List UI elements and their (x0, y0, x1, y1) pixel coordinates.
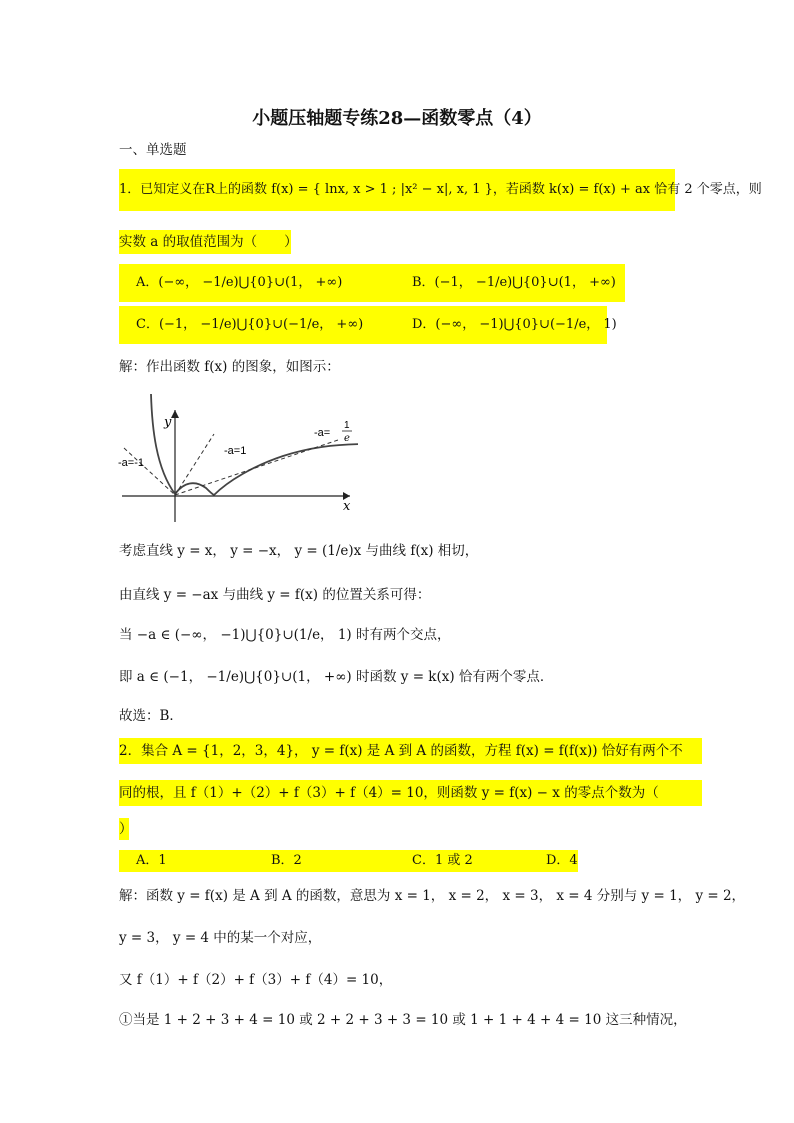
page-title: 小题压轴题专练28—函数零点（4） (252, 108, 542, 129)
sol2-line1: 解：函数 y = f(x) 是 A 到 A 的函数，意思为 x = 1， x = 2， x = 3， x = 4 分别与 y = 1， y = 2， (119, 888, 746, 904)
q1-stem-line2: 实数 a 的取值范围为（ ） (119, 234, 298, 250)
sol2-line3: 又 f（1）+ f（2）+ f（3）+ f（4）= 10， (119, 972, 393, 988)
q2-options-highlight (119, 850, 578, 872)
label-neg: -a=-1 (118, 457, 144, 469)
label-pos: -a=1 (224, 445, 247, 457)
q1-option-d[interactable]: D．(−∞， −1)⋃{0}∪(−1/e， 1) (412, 317, 617, 332)
sol2-line2: y = 3， y = 4 中的某一个对应， (119, 930, 322, 946)
q1-stem-line1: 1．已知定义在R上的函数 f(x) = { lnx, x > 1 ; |x² − x|, x, 1 }，若函数 k(x) = f(x) + ax 恰有 2 个零点，则 (119, 182, 762, 197)
sol1-line4: 当 −a ∈ (−∞， −1)⋃{0}∪(1/e， 1) 时有两个交点， (119, 627, 451, 643)
y-axis-label: y (164, 415, 172, 430)
tangent-line-pos (175, 434, 214, 495)
y-axis-arrow-icon (171, 410, 179, 418)
function-graph (118, 388, 358, 528)
q2-stem-line1: 2．集合 A = {1，2，3，4}， y = f(x) 是 A 到 A 的函数，方程 f(x) = f(f(x)) 恰好有两个不 (119, 743, 683, 759)
q2-option-a[interactable]: A．1 (136, 853, 167, 868)
sol1-answer: 故选：B． (119, 708, 183, 724)
q2-stem-line3: ） (119, 821, 133, 837)
q1-option-c[interactable]: C．(−1， −1/e)⋃{0}∪(−1/e， +∞) (136, 317, 364, 332)
q2-stem-line2: 同的根，且 f（1）+（2）+ f（3）+ f（4）= 10，则函数 y = f(x) − x 的零点个数为（ (119, 785, 659, 801)
sol1-line5: 即 a ∈ (−1， −1/e)⋃{0}∪(1， +∞) 时函数 y = k(x) 恰有两个零点． (119, 669, 554, 685)
q1-option-b[interactable]: B．(−1， −1/e)⋃{0}∪(1， +∞) (412, 275, 616, 290)
q1-option-a[interactable]: A．(−∞， −1/e)⋃{0}∪(1， +∞) (136, 275, 343, 290)
x-axis-label: x (343, 499, 351, 514)
sol1-line3: 由直线 y = −ax 与曲线 y = f(x) 的位置关系可得： (119, 587, 431, 603)
tangent-line-neg (124, 448, 175, 495)
q2-option-d[interactable]: D．4 (546, 853, 578, 868)
function-curve (151, 394, 358, 495)
sol1-line1: 解：作出函数 f(x) 的图象，如图示： (119, 359, 340, 375)
sol2-line4: ①当是 1 + 2 + 3 + 4 = 10 或 2 + 2 + 3 + 3 = 10 或 1 + 1 + 4 + 4 = 10 这三种情况， (119, 1012, 687, 1028)
q2-option-c[interactable]: C．1 或 2 (412, 853, 473, 868)
section-heading: 一、单选题 (119, 142, 187, 158)
label-e-den: e (344, 433, 350, 444)
q2-option-b[interactable]: B．2 (271, 853, 302, 868)
sol1-line2: 考虑直线 y = x， y = −x， y = (1/e)x 与曲线 f(x) 相切， (119, 543, 479, 559)
label-e-num: 1 (344, 420, 350, 431)
label-e: -a= (314, 427, 331, 439)
